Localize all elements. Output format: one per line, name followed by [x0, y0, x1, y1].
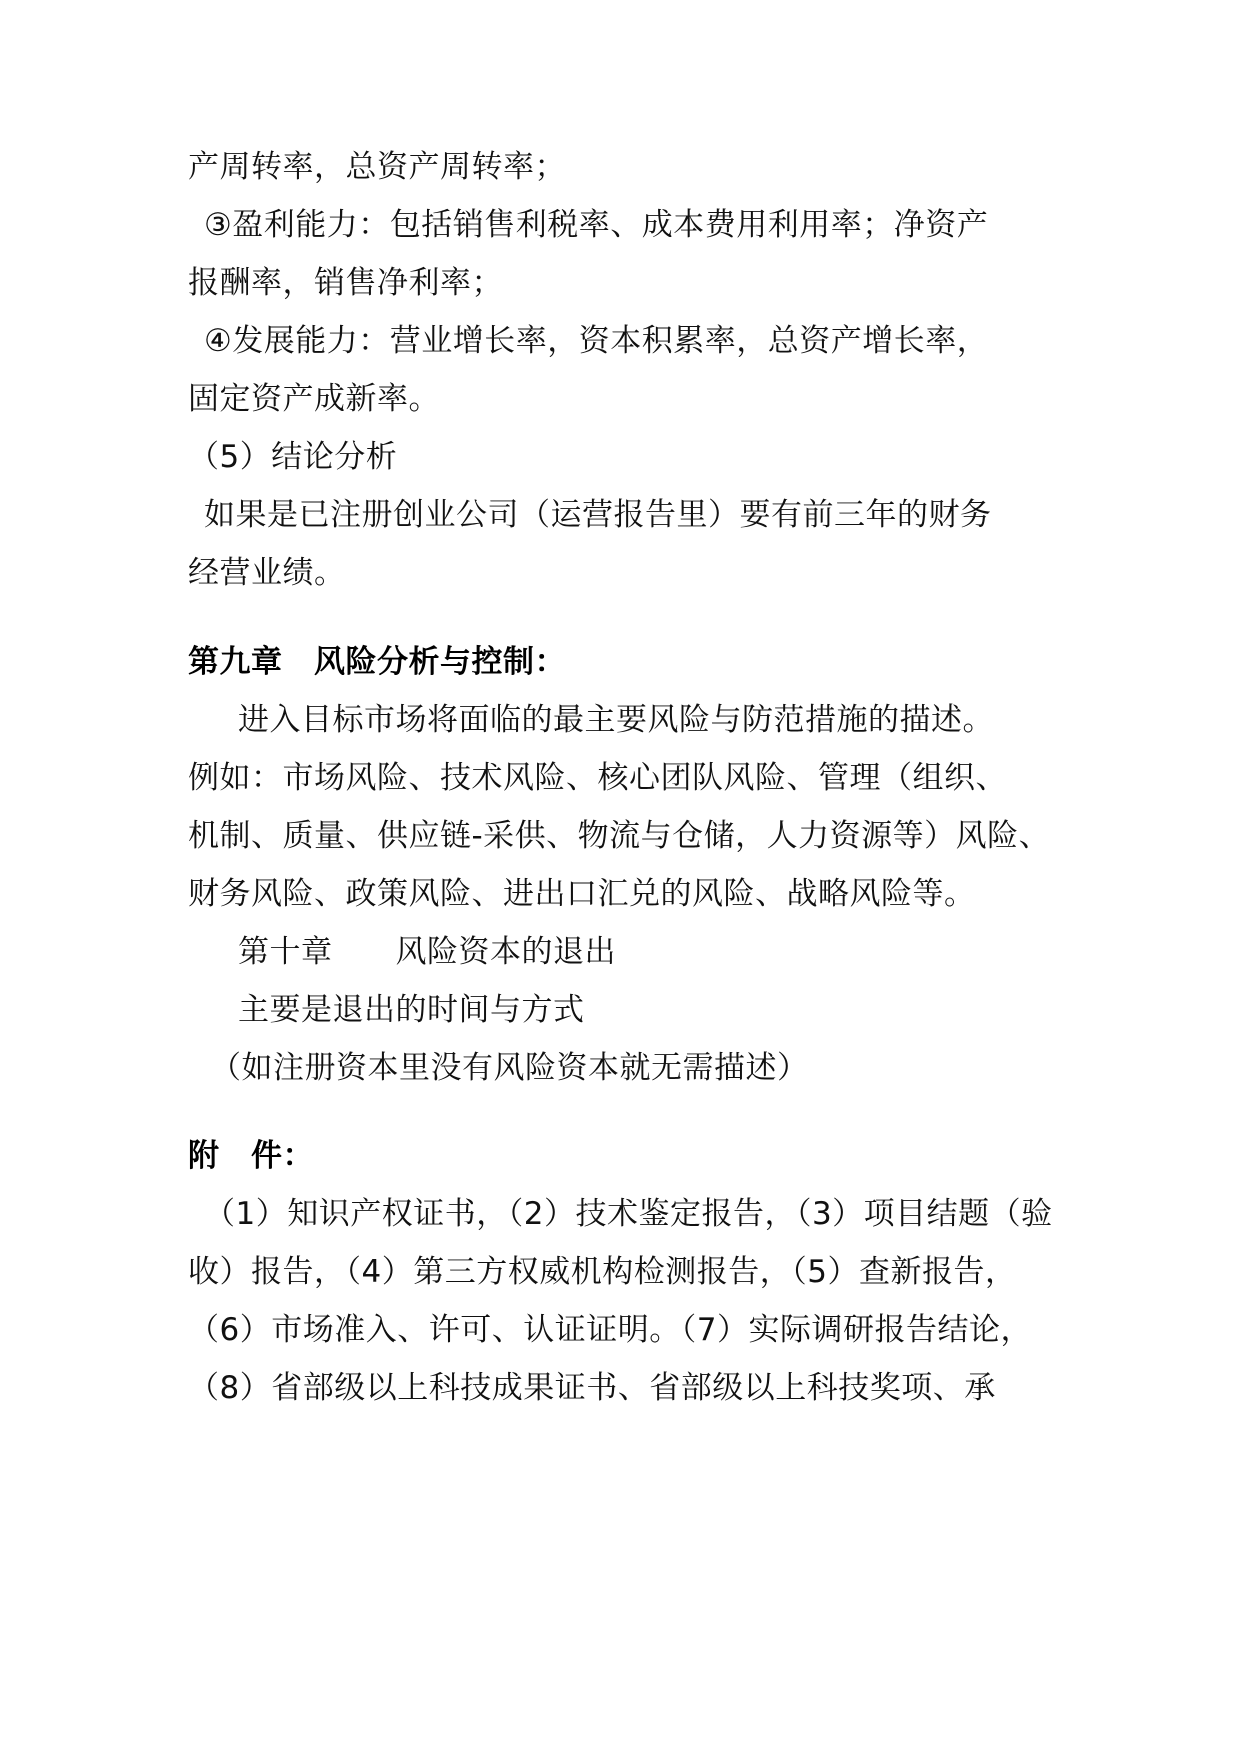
paragraph-line: 主要是退出的时间与方式 [238, 992, 585, 1028]
paragraph-line: （如注册资本里没有风险资本就无需描述） [210, 1050, 809, 1086]
section-heading: （5）结论分析 [188, 439, 398, 475]
paragraph-line: （6）市场准入、许可、认证证明。（7）实际调研报告结论， [188, 1312, 1032, 1348]
paragraph-line: （1）知识产权证书，（2）技术鉴定报告，（3）项目结题（验 [204, 1196, 1053, 1232]
chapter-heading: 第九章 风险分析与控制： [188, 644, 566, 680]
paragraph-line: 财务风险、政策风险、进出口汇兑的风险、战略风险等。 [188, 876, 976, 912]
paragraph-line: 报酬率，销售净利率； [188, 265, 503, 301]
paragraph-line: 产周转率，总资产周转率； [188, 149, 566, 185]
paragraph-line: 进入目标市场将面临的最主要风险与防范措施的描述。 [238, 702, 994, 738]
paragraph-line: 如果是已注册创业公司（运营报告里）要有前三年的财务 [204, 497, 992, 533]
chapter-heading: 第十章 风险资本的退出 [238, 934, 616, 970]
paragraph-line: 机制、质量、供应链-采供、物流与仓储，人力资源等）风险、 [188, 818, 1051, 854]
paragraph-line: ④发展能力：营业增长率，资本积累率，总资产增长率， [204, 323, 989, 359]
paragraph-line: （8）省部级以上科技成果证书、省部级以上科技奖项、承 [188, 1370, 996, 1406]
paragraph-line: ③盈利能力：包括销售利税率、成本费用利用率；净资产 [204, 207, 989, 243]
paragraph-line: 固定资产成新率。 [188, 381, 440, 417]
paragraph-line: 经营业绩。 [188, 555, 346, 591]
attachments-heading: 附 件： [188, 1138, 314, 1174]
paragraph-line: 收）报告，（4）第三方权威机构检测报告，（5）查新报告， [188, 1254, 1017, 1290]
paragraph-line: 例如：市场风险、技术风险、核心团队风险、管理（组织、 [188, 760, 1007, 796]
